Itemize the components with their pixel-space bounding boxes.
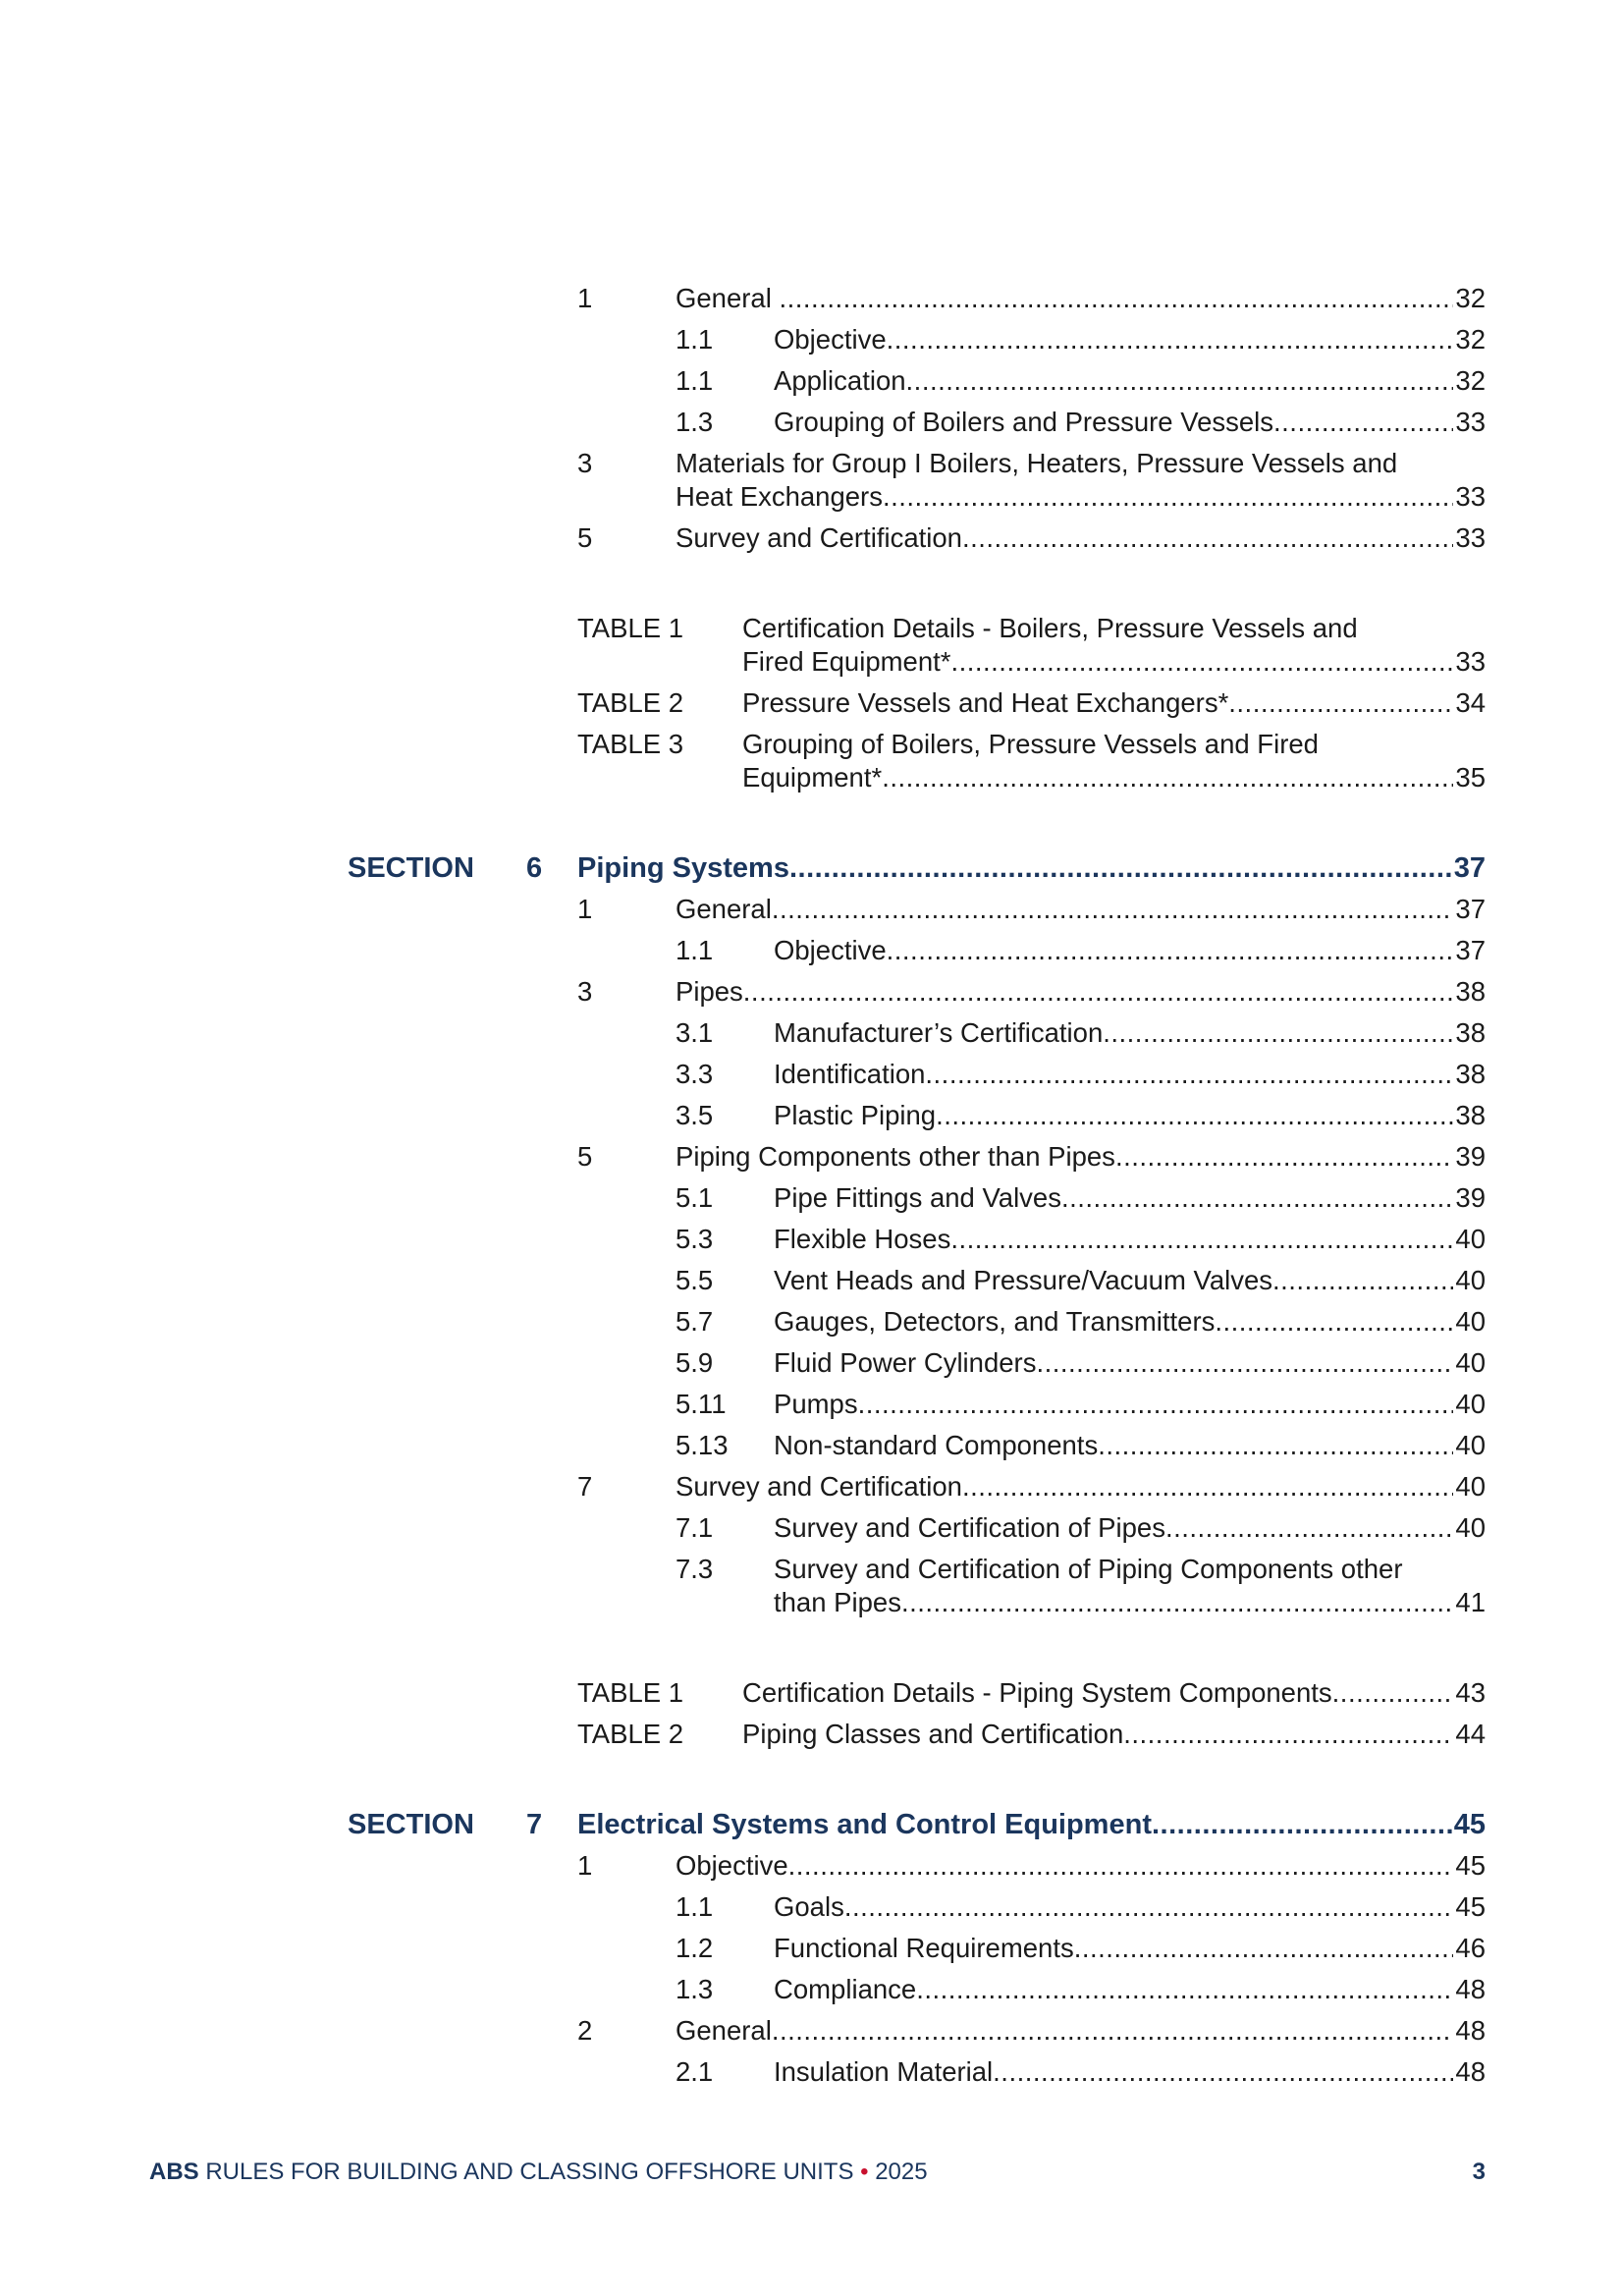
section-heading-6[interactable]	[0, 851, 1623, 893]
entry-title: Fluid Power Cylinders ..... 40	[774, 1346, 1486, 1380]
entry-title: Vent Heads and Pressure/Vacuum Valves ..... 40	[774, 1264, 1486, 1297]
toc-entry[interactable]	[0, 1016, 1623, 1058]
toc-entry[interactable]	[0, 1429, 1623, 1470]
entry-page: 33	[1455, 407, 1486, 437]
entry-page: 33	[1455, 522, 1486, 553]
entry-number: 5.7	[676, 1306, 714, 1337]
entry-page: 40	[1455, 1347, 1486, 1378]
entry-title: General ..... 37	[676, 893, 1486, 926]
entry-page: 48	[1455, 2015, 1486, 2046]
entry-title: Objective ..... 32	[774, 323, 1486, 356]
toc-table-entry[interactable]	[0, 728, 1623, 802]
entry-number: 1.1	[676, 1891, 714, 1922]
entry-page: 34	[1455, 687, 1486, 718]
entry-title: Functional Requirements ..... 46	[774, 1932, 1486, 1965]
entry-page: 45	[1455, 1891, 1486, 1922]
entry-number: 1.1	[676, 935, 714, 965]
toc-entry[interactable]	[0, 2014, 1623, 2055]
entry-page: 45	[1455, 1850, 1486, 1881]
entry-page: 48	[1455, 2056, 1486, 2087]
entry-title: Materials for Group I Boilers, Heaters, Pressure Vessels and Heat Exchangers ..... 33	[676, 447, 1486, 514]
entry-title: Survey and Certification of Pipes ..... 40	[774, 1511, 1486, 1545]
entry-page: 46	[1455, 1933, 1486, 1963]
entry-title: Survey and Certification ..... 33	[676, 521, 1486, 555]
toc-entry[interactable]	[0, 521, 1623, 563]
toc-entry[interactable]	[0, 364, 1623, 406]
entry-page: 33	[1455, 646, 1486, 677]
entry-title: Grouping of Boilers and Pressure Vessels ..... 33	[774, 406, 1486, 439]
entry-title: Objective ..... 45	[676, 1849, 1486, 1883]
toc-entry[interactable]	[0, 1470, 1623, 1511]
table-label: TABLE 2	[577, 1719, 684, 1749]
toc-entry[interactable]	[0, 1181, 1623, 1223]
entry-title: Compliance ..... 48	[774, 1973, 1486, 2006]
page-number: 3	[1472, 2159, 1486, 2185]
entry-title: Piping Classes and Certification ..... 44	[742, 1718, 1486, 1751]
entry-number: 1	[577, 1850, 593, 1881]
entry-page: 32	[1455, 365, 1486, 396]
entry-page: 33	[1455, 481, 1486, 512]
brand-logo-text: ABS	[149, 2159, 199, 2185]
toc-entry[interactable]	[0, 1223, 1623, 1264]
entry-page: 38	[1455, 976, 1486, 1007]
entry-title: Pipes ..... 38	[676, 975, 1486, 1009]
toc-entry[interactable]	[0, 323, 1623, 364]
entry-number: 1.1	[676, 324, 714, 355]
entry-page: 40	[1455, 1471, 1486, 1502]
entry-title: General ..... 48	[676, 2014, 1486, 2048]
entry-title: Objective ..... 37	[774, 934, 1486, 967]
entry-title: Non-standard Components ..... 40	[774, 1429, 1486, 1462]
toc-entry[interactable]	[0, 934, 1623, 975]
entry-page: 35	[1455, 762, 1486, 793]
entry-page: 40	[1455, 1265, 1486, 1295]
entry-page: 39	[1455, 1182, 1486, 1213]
entry-number: 5.5	[676, 1265, 714, 1295]
toc-entry[interactable]	[0, 447, 1623, 521]
entry-number: 5.1	[676, 1182, 714, 1213]
entry-number: 3	[577, 976, 593, 1007]
publication-title: RULES FOR BUILDING AND CLASSING OFFSHORE UNITS	[205, 2159, 854, 2185]
table-label: TABLE 1	[577, 613, 684, 643]
entry-number: 5.9	[676, 1347, 714, 1378]
entry-number: 1	[577, 894, 593, 924]
entry-page: 41	[1455, 1587, 1486, 1617]
entry-title: Plastic Piping ..... 38	[774, 1099, 1486, 1132]
toc-entry[interactable]	[0, 1973, 1623, 2014]
section-label: SECTION	[348, 1809, 474, 1840]
entry-title: Certification Details - Boilers, Pressure Vessels and Fired Equipment* ..... 33	[742, 612, 1486, 679]
entry-number: 5.3	[676, 1224, 714, 1254]
toc-entry[interactable]	[0, 1511, 1623, 1553]
section-number: 6	[526, 852, 543, 884]
entry-page: 40	[1455, 1430, 1486, 1460]
entry-title: Survey and Certification of Piping Components other than Pipes ..... 41	[774, 1553, 1486, 1619]
toc-entry[interactable]	[0, 406, 1623, 447]
table-label: TABLE 1	[577, 1677, 684, 1708]
entry-number: 5	[577, 1141, 593, 1172]
entry-number: 2.1	[676, 2056, 714, 2087]
table-label: TABLE 2	[577, 687, 684, 718]
toc-entry[interactable]	[0, 1305, 1623, 1346]
toc-entry[interactable]	[0, 1932, 1623, 1973]
entry-number: 1.3	[676, 1974, 714, 2004]
entry-title: Application ..... 32	[774, 364, 1486, 398]
section-page: 45	[1453, 1809, 1486, 1840]
entry-title: General ..... 32	[676, 282, 1486, 315]
entry-number: 3.5	[676, 1100, 714, 1130]
entry-page: 32	[1455, 324, 1486, 355]
entry-number: 3	[577, 448, 593, 478]
toc-entry[interactable]	[0, 1346, 1623, 1388]
entry-page: 40	[1455, 1224, 1486, 1254]
entry-page: 39	[1455, 1141, 1486, 1172]
entry-number: 1	[577, 283, 593, 313]
entry-title: Manufacturer’s Certification ..... 38	[774, 1016, 1486, 1050]
table-label: TABLE 3	[577, 729, 684, 759]
entry-page: 38	[1455, 1100, 1486, 1130]
entry-title: Certification Details - Piping System Components ..... 43	[742, 1676, 1486, 1710]
footer-title	[149, 2159, 928, 2186]
toc-entry[interactable]	[0, 1890, 1623, 1932]
entry-page: 32	[1455, 283, 1486, 313]
toc-entry[interactable]	[0, 282, 1623, 323]
entry-number: 5.11	[676, 1389, 727, 1419]
entry-title: Pipe Fittings and Valves ..... 39	[774, 1181, 1486, 1215]
entry-page: 40	[1455, 1306, 1486, 1337]
section-number: 7	[526, 1809, 543, 1840]
entry-title: Grouping of Boilers, Pressure Vessels and Fired Equipment* ..... 35	[742, 728, 1486, 794]
toc-table-entry[interactable]	[0, 1718, 1623, 1759]
entry-page: 38	[1455, 1017, 1486, 1048]
entry-number: 1.2	[676, 1933, 714, 1963]
section-label: SECTION	[348, 852, 474, 884]
toc-entry[interactable]	[0, 1264, 1623, 1305]
toc-entry[interactable]	[0, 2055, 1623, 2097]
page-footer	[149, 2159, 1486, 2186]
entry-page: 43	[1455, 1677, 1486, 1708]
entry-title: Piping Components other than Pipes ..... 39	[676, 1140, 1486, 1174]
publication-year: 2025	[875, 2159, 928, 2185]
entry-number: 2	[577, 2015, 593, 2046]
entry-page: 44	[1455, 1719, 1486, 1749]
entry-title: Goals ..... 45	[774, 1890, 1486, 1924]
entry-title: Gauges, Detectors, and Transmitters ..... 40	[774, 1305, 1486, 1339]
toc-entry[interactable]	[0, 893, 1623, 934]
entry-number: 5	[577, 522, 593, 553]
entry-number: 1.3	[676, 407, 714, 437]
toc-entry[interactable]	[0, 1058, 1623, 1099]
entry-title: Insulation Material ..... 48	[774, 2055, 1486, 2089]
entry-number: 3.3	[676, 1059, 714, 1089]
entry-number: 1.1	[676, 365, 714, 396]
entry-title: Identification ..... 38	[774, 1058, 1486, 1091]
entry-number: 3.1	[676, 1017, 714, 1048]
entry-page: 38	[1455, 1059, 1486, 1089]
entry-number: 7.1	[676, 1512, 714, 1543]
entry-number: 7.3	[676, 1554, 714, 1584]
bullet-separator: •	[860, 2159, 869, 2185]
entry-title: Pressure Vessels and Heat Exchangers* ..... 34	[742, 686, 1486, 720]
entry-page: 48	[1455, 1974, 1486, 2004]
entry-page: 37	[1455, 894, 1486, 924]
toc-entry[interactable]	[0, 1099, 1623, 1140]
section-page: 37	[1453, 852, 1486, 884]
section-heading-7[interactable]	[0, 1808, 1623, 1849]
toc-entry[interactable]	[0, 1388, 1623, 1429]
toc-table-entry[interactable]	[0, 1676, 1623, 1718]
entry-page: 40	[1455, 1389, 1486, 1419]
toc-table-entry[interactable]	[0, 686, 1623, 728]
section-title: Piping Systems ..... 37	[577, 851, 1486, 885]
toc-entry[interactable]	[0, 1849, 1623, 1890]
entry-page: 40	[1455, 1512, 1486, 1543]
entry-title: Survey and Certification ..... 40	[676, 1470, 1486, 1503]
entry-number: 7	[577, 1471, 593, 1502]
entry-number: 5.13	[676, 1430, 729, 1460]
toc-entry[interactable]	[0, 1140, 1623, 1181]
entry-title: Pumps ..... 40	[774, 1388, 1486, 1421]
toc-entry[interactable]	[0, 1553, 1623, 1627]
table-of-contents	[0, 282, 1623, 2097]
entry-page: 37	[1455, 935, 1486, 965]
section-title: Electrical Systems and Control Equipment ..... 45	[577, 1808, 1486, 1841]
entry-title: Flexible Hoses ..... 40	[774, 1223, 1486, 1256]
toc-table-entry[interactable]	[0, 612, 1623, 686]
toc-entry[interactable]	[0, 975, 1623, 1016]
